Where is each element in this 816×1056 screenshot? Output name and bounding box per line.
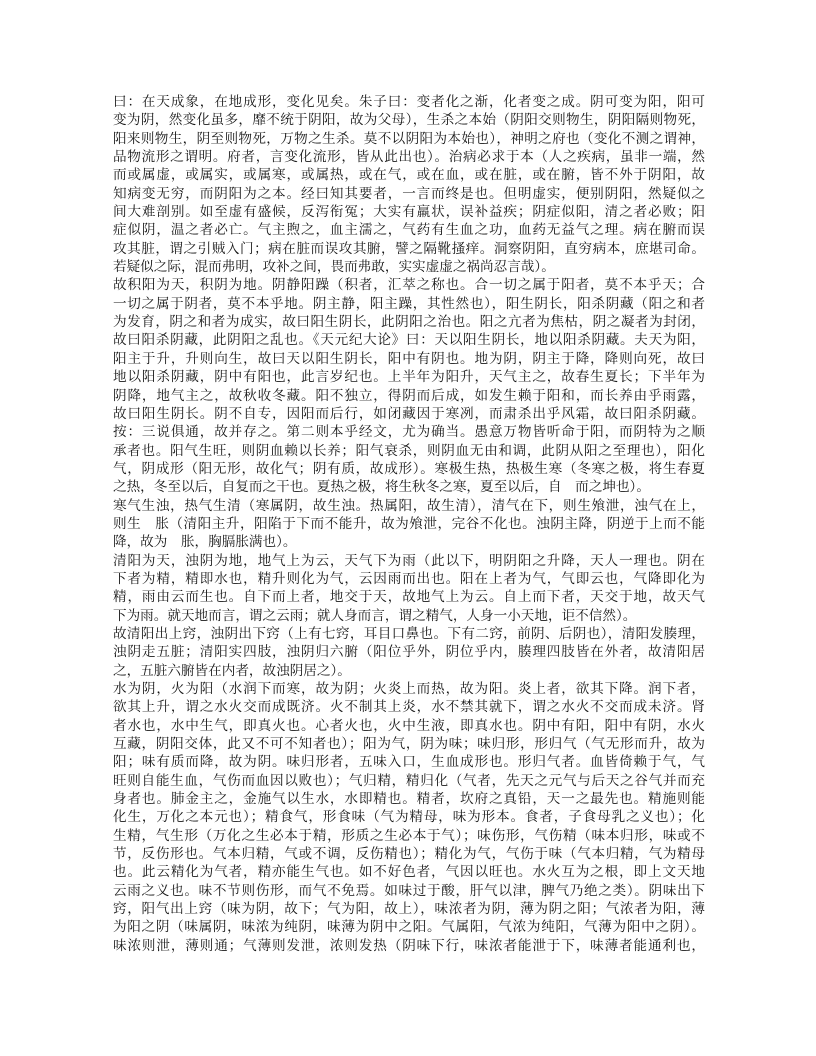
text-line: 间大难剖别。如至虚有盛候，反泻衔冤；大实有羸状，误补益疾；阴症似阳，清之者必败；阳 [113,204,705,221]
text-line: 也。此云精化为气者，精亦能生气也。如不好色者，气因以旺也。水火互为之根，即上文天地 [113,864,705,881]
text-line: 下为雨。就天地而言，谓之云雨；就人身而言，谓之精气，人身一小天地，讵不信然）。 [113,607,637,624]
text-line: 攻其脏，谓之引贼入门；病在脏而误攻其腑，譬之隔靴搔痒。洞察阴阳，直穷病本，庶堪司命。 [113,240,705,257]
text-line: 故积阳为天，积阴为地。阴静阳躁（积者，汇萃之称也。合一切之属于阳者，莫不本乎天；合 [113,277,705,294]
text-line: 云雨之义也。味不节则伤形，而气不免焉。如味过于酸，肝气以津，脾气乃绝之类）。阴味出下 [113,882,705,899]
text-line: 曰：在天成象，在地成形，变化见矣。朱子曰：变者化之渐，化者变之成。阴可变为阳，阳可 [113,94,705,110]
text-line: 地以阳杀阴藏，阴中有阳也，此言岁纪也。上半年为阳升，天气主之，故春生夏长；下半年为 [113,369,705,386]
text-line: 之，五脏六腑皆在内者，故浊阴居之）。 [113,662,351,679]
text-line: 故曰阳生阴长。阴不自专，因阳而后行，如闭藏因于寒冽，而肃杀出乎风霜，故曰阳杀阴藏。 [113,405,705,422]
text-line: 水为阴，火为阳（水润下而寒，故为阴；火炎上而热，故为阳。炎上者，欲其下降。润下者， [113,681,705,697]
text-line: 品物流形之谓明。府者，言变化流形，皆从此出也）。治病必求于本（人之疾病，虽非一端，然 [113,149,705,166]
text-line: 精，雨由云而生也。自下而上者，地交于天，故地气上为云。自上而下者，天交于地，故天气 [113,589,705,606]
text-line: 则生 胀（清阳主升，阳陷于下而不能升，故为飧泄，完谷不化也。浊阴主降，阴逆于上而不能 [113,515,705,532]
text-line: 味浓则泄，薄则通；气薄则发泄，浓则发热（阴味下行，味浓者能泄于下，味薄者能通利也， [113,937,705,954]
text-line: 为发育，阴之和者为成实，故曰阳生阴长，此阴阳之治也。阳之亢者为焦枯，阴之凝者为封闭， [113,314,705,331]
text-line: 窍，阳气出上窍（味为阴，故下；气为阳，故上），味浓者为阴，薄为阴之阳；气浓者为阳，薄 [113,901,705,918]
text-line: 故曰阳杀阴藏，此阴阳之乱也。《天元纪大论》曰：天以阳生阴长，地以阳杀阴藏。夫天为阳， [113,332,705,349]
text-line: 一切之属于阴者，莫不本乎地。阴主静，阳主躁，其性然也），阳生阴长，阳杀阴藏（阳之和者 [113,295,705,312]
text-line: 降，故为 胀，胸膈胀满也）。 [113,534,297,551]
text-line: 身者也。肺金主之，金施气以生水，水即精也。精者，坎府之真铅，天一之最先也。精施则能 [113,791,705,808]
text-block [113,93,705,955]
text-line: 化生，万化之本元也）；精食气，形食味（气为精母，味为形本。食者，子食母乳之义也）；化 [113,809,705,826]
text-line: 气，阴成形（阳无形，故化气；阴有质，故成形）。寒极生热，热极生寒（冬寒之极，将生春夏 [113,460,705,477]
text-line: 之热，冬至以后，自复而之干也。夏热之极，将生秋冬之寒，夏至以后，自 而之坤也）。 [113,479,650,496]
text-line: 为阳之阴（味属阴，味浓为纯阴，味薄为阴中之阳。气属阳，气浓为纯阳，气薄为阳中之阴）。 [113,919,705,936]
text-line: 阳；味有质而降，故为阴。味归形者，五味入口，生血成形也。形归气者。血皆倚赖于气，气 [113,754,705,771]
text-line: 按：三说俱通，故并存之。第二则本乎经文，尤为确当。愚意万物皆听命于阳，而阴特为之顺 [113,424,705,441]
text-line: 旺则自能生血，气伤而血因以败也）；气归精，精归化（气者，先天之元气与后天之谷气并而充 [113,772,705,789]
text-line: 者水也，水中生气，即真火也。心者火也，火中生液，即真水也。阴中有阳，阳中有阴，水火 [113,717,705,734]
text-line: 下者为精，精即水也，精升则化为气，云因雨而出也。阳在上者为气，气即云也，气降即化为 [113,570,705,587]
text-line: 而或属虚，或属实，或属寒，或属热，或在气，或在血，或在脏，或在腑，皆不外于阴阳，故 [113,167,705,184]
text-line: 若疑似之际，混而弗明，攻补之间，畏而弗敢，实实虚虚之祸尚忍言哉）。 [113,259,555,276]
text-line: 阳来则物生，阴至则物死，万物之生杀。莫不以阴阳为本始也），神明之府也（变化不测之谓神， [113,130,705,147]
text-line: 症似阴，温之者必亡。气主煦之，血主濡之，气药有生血之功，血药无益气之理。病在腑而误 [113,222,705,239]
text-line: 故清阳出上窍，浊阴出下窍（上有七窍，耳目口鼻也。下有二窍，前阴、后阴也），清阳发腠理， [113,625,705,642]
text-line: 承者也。阳气生旺，则阴血赖以长养；阳气衰杀，则阴血无由和调，此阴从阳之至理也），阳化 [113,442,705,459]
text-line: 互藏，阴阳交体，此又不可不知者也）；阳为气，阴为味；味归形，形归气（气无形而升，故为 [113,736,705,753]
text-line: 生精，气生形（万化之生必本于精，形质之生必本于气）；味伤形，气伤精（味本归形，味或不 [113,827,705,844]
text-line: 节，反伤形也。气本归精，气或不调，反伤精也）；精化为气，气伤于味（气本归精，气为精母 [113,846,705,863]
text-line: 浊阴走五脏；清阳实四肢，浊阴归六腑（阳位乎外，阴位乎内，腠理四肢皆在外者，故清阳居 [113,644,705,661]
text-line: 阴降，地气主之，故秋收冬藏。阳不独立，得阴而后成，如发生赖于阳和，而长养由乎雨露， [113,387,705,404]
text-line: 变为阴，然变化虽多，靡不统于阴阳，故为父母），生杀之本始（阴阳交则物生，阴阳隔则物死， [113,112,705,129]
text-line: 欲其上升，谓之水火交而成既济。火不制其上炎，水不禁其就下，谓之水火不交而成未济。肾 [113,699,705,716]
text-line: 阳主于升，升则向生，故曰天以阳生阴长，阳中有阴也。地为阴，阴主于降，降则向死，故曰 [113,350,705,367]
text-line: 寒气生浊，热气生清（寒属阴，故生浊。热属阳，故生清），清气在下，则生飧泄，浊气在上， [113,497,705,514]
text-line: 知病变无穷，而阴阳为之本。经曰知其要者，一言而终是也。但明虚实，便别阴阳，然疑似之 [113,185,705,202]
text-line: 清阳为天，浊阴为地，地气上为云，天气下为雨（此以下，明阴阳之升降，天人一理也。阴在 [113,552,705,569]
